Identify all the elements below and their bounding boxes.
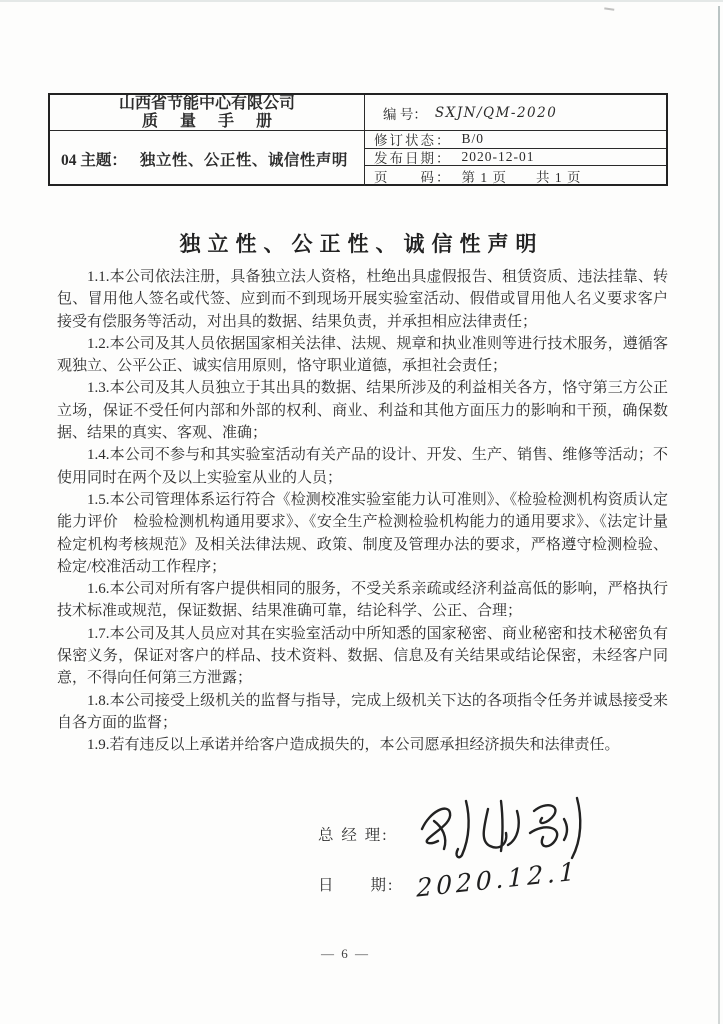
manager-label: 总 经 理: [318, 827, 389, 844]
paragraph-1-5: 1.5.本公司管理体系运行符合《检测校准实验室能力认可准则》、《检验检测机构资质认定能力评价 检验检测机构通用要求》、《安全生产检测检验机构能力的通用要求》、《法定计量检定机构考核规范》及相关法律法规、政策、制度及管理办法的要求，严格遵守检测检验、检定/校准活动工作程序； [57, 491, 668, 575]
doc-number-cell [365, 95, 666, 131]
document-body [57, 266, 668, 757]
date-label: 日 期: [318, 877, 395, 894]
revision-value: B/0 [461, 131, 485, 147]
document-header-table [48, 93, 668, 186]
paragraph-1-9: 1.9.若有违反以上承诺并给客户造成损失的，本公司愿承担经济损失和法律责任。 [87, 737, 620, 754]
subject-value: 独立性、公正性、诚信性声明 [139, 151, 348, 169]
page-number-label: 页 码： [374, 170, 452, 185]
page-number-value: 第 1 页 共 1 页 [461, 170, 582, 185]
paragraph-1-7: 1.7.本公司及其人员应对其在实验室活动中所知悉的国家秘密、商业秘密和技术秘密负有保密义务，保证对客户的样品、技术资料、数据、信息及有关结果或结论保密，未经客户同意，不得向任何第三方泄露； [57, 625, 668, 687]
manual-title: 质 量 手 册 [141, 112, 281, 130]
company-title-cell [50, 95, 365, 131]
date-row [318, 855, 658, 904]
footer-page-number: — 6 — [321, 946, 370, 961]
handwritten-date: 2020.12.1 [416, 855, 579, 903]
release-date-label: 发布日期： [374, 150, 452, 166]
paragraph-1-4: 1.4.本公司不参与和其实验室活动有关产品的设计、开发、生产、销售、维修等活动；不使用同时在两个及以上实验室从业的人员； [57, 447, 668, 486]
doc-number-value: SXJN/QM-2020 [434, 104, 558, 121]
paragraph-1-1: 1.1.本公司依法注册，具备独立法人资格，杜绝出具虚假报告、租赁资质、违法挂靠、转包、冒用他人签名或代签、应到而不到现场开展实验室活动、假借或冒用他人名义要求客户接受有偿服务等活动，对出具的数据、结果负责，并承担相应法律责任； [57, 269, 668, 330]
scan-edge-top [0, 0, 723, 2]
scan-edge-right [718, 6, 720, 1024]
manager-signature-row [318, 812, 658, 856]
handwritten-signature [414, 793, 589, 861]
release-date-cell [365, 149, 666, 167]
page-number-cell [365, 166, 666, 186]
signature-block [318, 812, 658, 904]
subject-cell [50, 131, 365, 186]
company-name: 山西省节能中心有限公司 [118, 94, 295, 112]
doc-number-label: 编 号： [383, 106, 427, 122]
paragraph-1-2: 1.2.本公司及其人员依据国家相关法律、法规、规章和执业准则等进行技术服务，遵循客观独立、公平公正、诚实信用原则，恪守职业道德，承担社会责任； [57, 335, 668, 375]
release-date-value: 2020-12-01 [461, 148, 535, 164]
paragraph-1-3: 1.3.本公司及其人员独立于其出具的数据、结果所涉及的利益相关各方，恪守第三方公正立场，保证不受任何内部和外部的权利、商业、利益和其他方面压力的影响和干预，确保数据、结果的真实、客观、准确； [57, 380, 668, 442]
document-title: 独立性、公正性、诚信性声明 [179, 232, 544, 256]
paragraph-1-8: 1.8.本公司接受上级机关的监督与指导，完成上级机关下达的各项指令任务并诚恳接受来自各方面的监督； [57, 692, 668, 731]
subject-label: 04 主题： [61, 151, 127, 169]
paragraph-1-6: 1.6.本公司对所有客户提供相同的服务，不受关系亲疏或经济利益高低的影响，严格执行技术标准或规范，保证数据、结果准确可靠，结论科学、公正、合理； [57, 581, 668, 620]
scan-speck [604, 7, 615, 14]
revision-label: 修订状态： [374, 133, 452, 149]
